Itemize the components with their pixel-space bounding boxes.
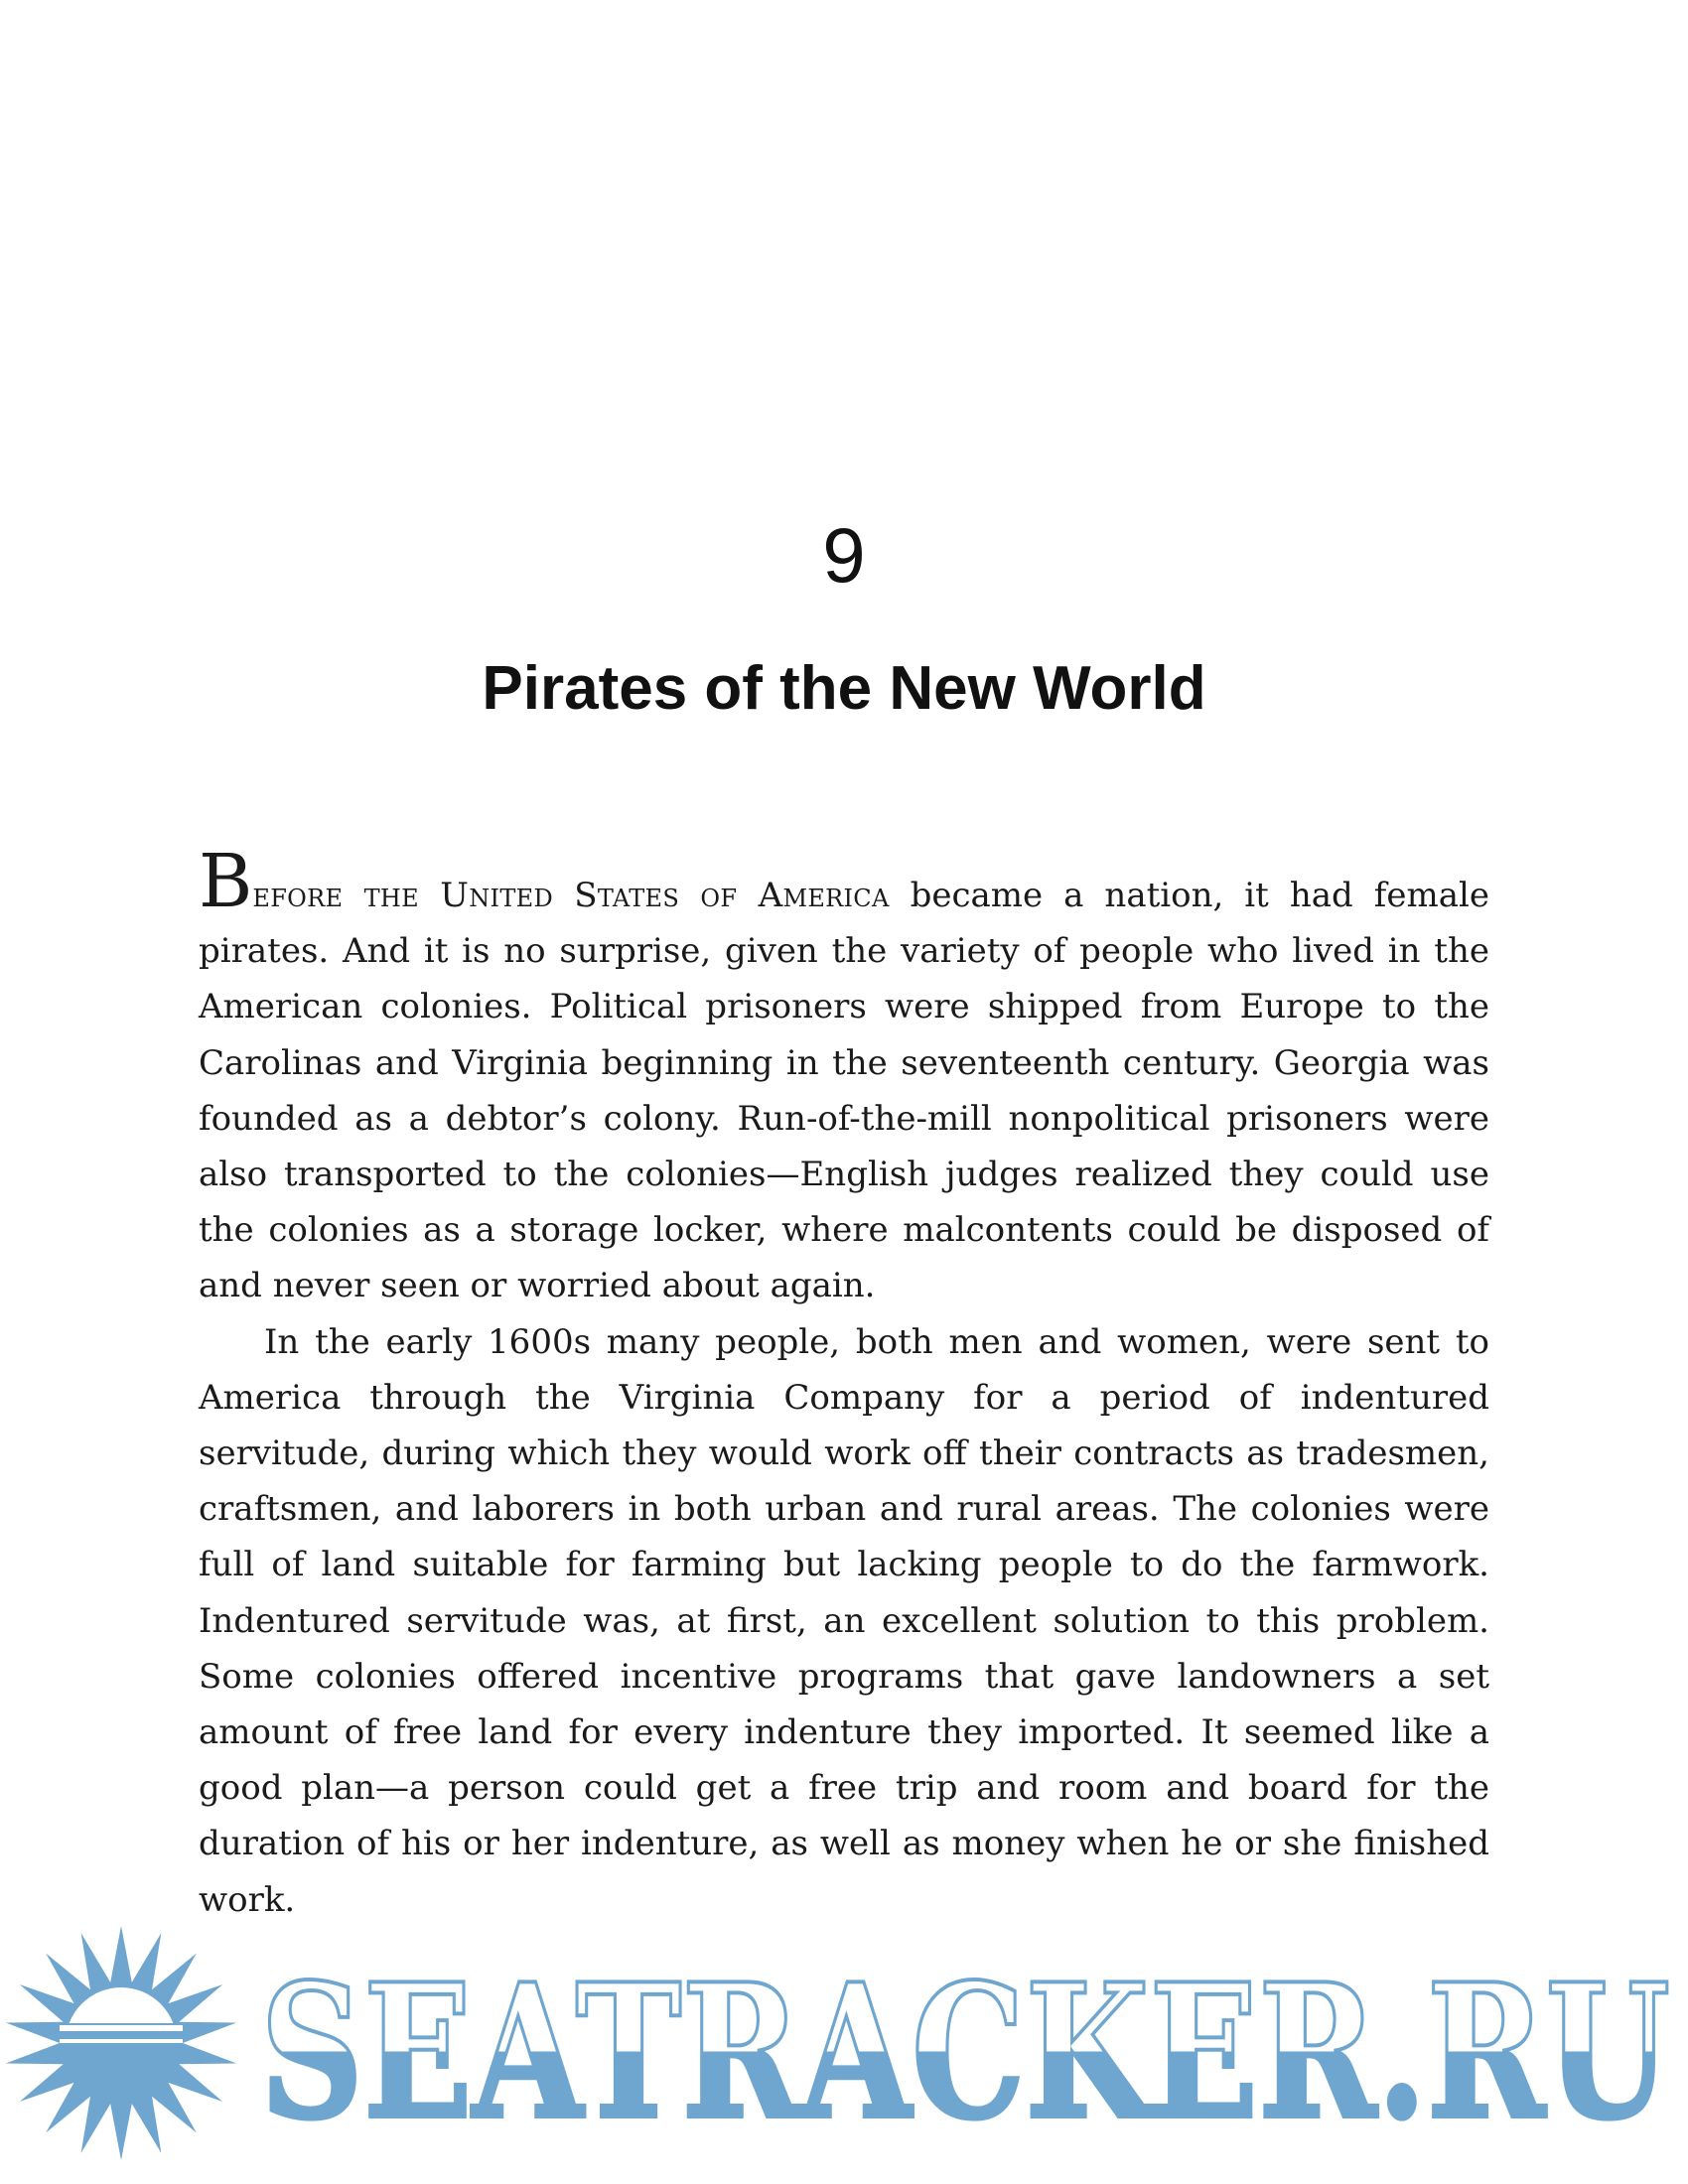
small-caps-lead-in: efore the United States of America bbox=[252, 876, 890, 915]
chapter-body bbox=[199, 839, 1489, 1928]
chapter-title: Pirates of the New World bbox=[482, 654, 1206, 723]
watermark-text: SEATRACKER.RU bbox=[260, 1943, 1670, 2160]
paragraph-1-text: became a nation, it had female pirates. And it is no surprise, given the variety of people who lived in the American colonies. Political prisoners were shipped from Europe to the Carolinas and Virginia beginning in the seventeenth century. Georgia was founded as a debtor’s colony. Run-of-the-mill nonpolitical prisoners were also transported to the colonies—English judges realized they could use the colonies as a storage locker, where malcontents could be disposed of and never seen or worried about again. bbox=[199, 876, 1489, 1306]
paragraph-2: In the early 1600s many people, both men and women, were sent to America through the Virginia Company for a period of indentured servitude, during which they would work off their contracts as tradesmen, craftsmen, and laborers in both urban and rural areas. The colonies were full of land suitable for farming but lacking people to do the farmwork. Indentured servitude was, at first, an excellent solution to this problem. Some colonies offered incentive programs that gave landowners a set amount of free land for every indenture they imported. It seemed like a good plan—a person could get a free trip and room and board for the duration of his or her indenture, as well as money when he or she finished work. bbox=[199, 1321, 1489, 1920]
paragraph-1 bbox=[199, 839, 1489, 1314]
watermark bbox=[0, 1926, 1688, 2184]
sun-icon bbox=[6, 1926, 236, 2160]
drop-cap: B bbox=[199, 839, 253, 924]
chapter-number: 9 bbox=[822, 511, 866, 599]
